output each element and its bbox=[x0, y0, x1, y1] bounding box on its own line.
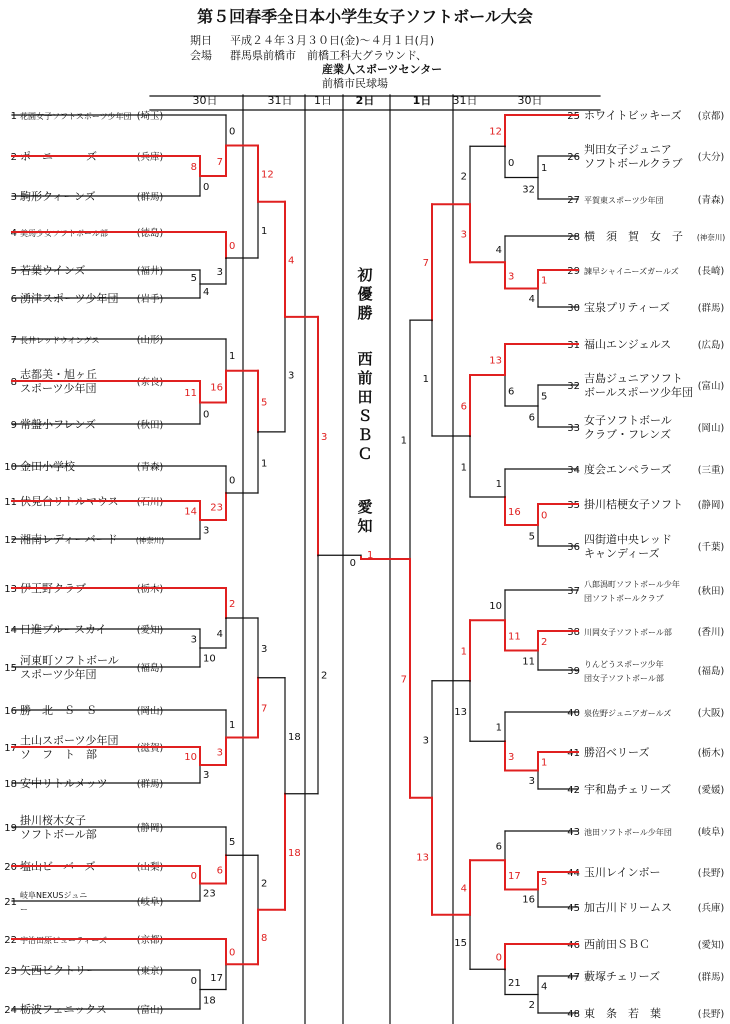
team-name: 勝沼ベリーズ bbox=[584, 746, 650, 759]
team-number: 34 bbox=[567, 465, 580, 476]
score-round1: 1 bbox=[541, 757, 548, 769]
day-label-31-right: 31日 bbox=[452, 94, 478, 107]
day-label-31-left: 31日 bbox=[267, 94, 293, 107]
team-number: 2 bbox=[10, 152, 17, 163]
score-round1: 0 bbox=[203, 182, 210, 193]
team-name: 諫早シャイニーズガールズ bbox=[584, 267, 679, 276]
champion-label: 優 bbox=[357, 285, 373, 303]
team-number: 6 bbox=[10, 294, 17, 305]
period-label: 期日 bbox=[190, 34, 212, 47]
score: 4 bbox=[288, 255, 295, 267]
team-number: 14 bbox=[4, 625, 17, 636]
team-name: 美馬少女ソフトボール部 bbox=[20, 229, 108, 238]
score-round2: 1 bbox=[495, 479, 502, 490]
team-prefecture: (徳島) bbox=[136, 228, 164, 239]
champion-team-char: Ｓ bbox=[357, 407, 373, 425]
team-prefecture: (福井) bbox=[136, 266, 164, 277]
team-number: 16 bbox=[4, 706, 17, 717]
score-round1: 5 bbox=[541, 391, 548, 403]
team-number: 32 bbox=[567, 381, 580, 392]
team-name: 金田小学校 bbox=[20, 460, 75, 473]
team-prefecture: (福島) bbox=[697, 666, 725, 677]
team-name: 湘南レディーバード bbox=[20, 533, 118, 546]
team-prefecture: (静岡) bbox=[136, 823, 164, 834]
score-round1: 0 bbox=[190, 870, 197, 882]
team-prefecture: (香川) bbox=[697, 627, 725, 638]
team-name: 安中リトルメッツ bbox=[20, 777, 108, 790]
score: 3 bbox=[422, 735, 429, 747]
team-prefecture: (奈良) bbox=[136, 377, 164, 388]
period-value: 平成２４年３月３０日(金)～４月１日(月) bbox=[230, 34, 435, 47]
team-number: 47 bbox=[567, 972, 580, 983]
team-name: 判田女子ジュニア bbox=[584, 143, 672, 156]
score-round2: 11 bbox=[508, 631, 521, 643]
team-number: 40 bbox=[567, 708, 580, 719]
score-round2: 5 bbox=[229, 837, 236, 849]
score: 3 bbox=[321, 432, 328, 444]
day-label-1-right: 1日 bbox=[412, 94, 432, 107]
team-number: 13 bbox=[4, 584, 17, 595]
team-name: 福山エンジェルス bbox=[584, 338, 672, 351]
score-round2: 3 bbox=[216, 747, 223, 759]
champion-pref-char: 知 bbox=[357, 517, 373, 535]
team-prefecture: (群馬) bbox=[136, 192, 164, 203]
team-name: 宇治田原ビューティーズ bbox=[20, 936, 107, 945]
score-round1: 32 bbox=[522, 184, 535, 196]
team-number: 18 bbox=[4, 779, 17, 790]
champion-team-char: 田 bbox=[357, 388, 373, 406]
score: 7 bbox=[261, 703, 268, 715]
team-name: ポ ニ ー ズ bbox=[20, 150, 97, 163]
team-number: 17 bbox=[4, 743, 17, 754]
score: 2 bbox=[460, 171, 467, 183]
team-name: 宝泉プリティーズ bbox=[584, 301, 670, 314]
team-number: 41 bbox=[567, 748, 580, 759]
team-prefecture: (秋田) bbox=[136, 420, 164, 431]
score-round2: 17 bbox=[508, 870, 521, 882]
team-number: 46 bbox=[567, 940, 580, 951]
team-number: 24 bbox=[4, 1005, 17, 1016]
score: 4 bbox=[460, 883, 467, 895]
team-prefecture: (栃木) bbox=[136, 584, 164, 595]
score: 2 bbox=[321, 670, 328, 682]
champion-team-char: Ｂ bbox=[357, 426, 373, 444]
team-number: 36 bbox=[567, 542, 580, 553]
score-round2: 6 bbox=[216, 865, 223, 877]
team-name: ボールスポーツ少年団 bbox=[584, 386, 694, 399]
team-name: 度会エンペラーズ bbox=[584, 463, 672, 476]
score-round1: 2 bbox=[528, 999, 535, 1011]
team-prefecture: (長崎) bbox=[697, 266, 725, 277]
score: 2 bbox=[261, 878, 268, 890]
team-prefecture: (富山) bbox=[697, 381, 725, 392]
score-round2: 10 bbox=[489, 601, 502, 613]
team-name: 日進ブルースカイ bbox=[20, 623, 107, 636]
team-prefecture: (三重) bbox=[697, 465, 725, 476]
team-name: 常盤小フレンズ bbox=[20, 418, 96, 431]
team-name: 西前田ＳＢＣ bbox=[584, 938, 650, 951]
team-prefecture: (長野) bbox=[697, 1009, 725, 1020]
score-round1: 11 bbox=[184, 387, 197, 399]
team-name: 団女子ソフトボール部 bbox=[584, 674, 664, 683]
team-prefecture: (滋賀) bbox=[136, 743, 164, 754]
team-number: 43 bbox=[567, 827, 580, 838]
score-round2: 7 bbox=[216, 156, 223, 168]
team-name: 団ソフトボールクラブ bbox=[584, 594, 664, 603]
day-label-1-left: 1日 bbox=[314, 94, 332, 107]
team-name: 東 条 若 葉 bbox=[584, 1007, 661, 1020]
team-prefecture: (群馬) bbox=[697, 303, 725, 314]
team-number: 29 bbox=[567, 266, 580, 277]
venue-label: 会場 bbox=[190, 49, 212, 62]
team-name: 川岡女子ソフトボール部 bbox=[584, 628, 672, 637]
champion-team-char: 前 bbox=[357, 369, 373, 387]
score: 1 bbox=[261, 458, 268, 470]
score-round1: 10 bbox=[184, 752, 197, 763]
team-number: 4 bbox=[10, 228, 17, 239]
score-round1: 5 bbox=[190, 273, 197, 284]
team-prefecture: (京都) bbox=[136, 935, 164, 946]
team-name: 塩山ビーバーズ bbox=[20, 860, 96, 873]
team-name: 長井レッドウイングス bbox=[20, 336, 100, 345]
team-name: ソ フ ト 部 bbox=[20, 748, 97, 761]
score-round1: 18 bbox=[203, 995, 216, 1007]
champion-label: 勝 bbox=[357, 304, 373, 322]
team-prefecture: (大分) bbox=[697, 152, 725, 163]
team-prefecture: (石川) bbox=[136, 497, 164, 508]
score-round1: 3 bbox=[203, 525, 210, 537]
team-prefecture: (静岡) bbox=[697, 500, 725, 511]
score-round1: 3 bbox=[190, 634, 197, 646]
score-round1: 0 bbox=[541, 510, 548, 522]
score-round1: 1 bbox=[541, 275, 548, 287]
score-round2: 12 bbox=[489, 126, 502, 138]
team-prefecture: (岩手) bbox=[136, 294, 164, 305]
team-number: 10 bbox=[4, 462, 17, 473]
score: 1 bbox=[460, 646, 467, 658]
team-name: 伊王野クラブ bbox=[20, 582, 86, 595]
score: 13 bbox=[454, 707, 467, 718]
team-name: 泉佐野ジュニアガールズ bbox=[584, 709, 672, 718]
team-prefecture: (岡山) bbox=[697, 423, 725, 434]
team-prefecture: (兵庫) bbox=[136, 152, 164, 163]
team-number: 7 bbox=[10, 335, 17, 346]
team-name: 宇和島チェリーズ bbox=[584, 783, 672, 796]
score-round1: 2 bbox=[541, 636, 548, 648]
score-round2: 13 bbox=[489, 355, 502, 367]
team-name: 矢西ビクトリー bbox=[20, 964, 97, 977]
team-prefecture: (岐阜) bbox=[697, 827, 725, 838]
score-round2: 0 bbox=[495, 952, 502, 964]
team-name: 志都美・旭ヶ丘 bbox=[20, 368, 97, 381]
team-prefecture: (岐阜) bbox=[136, 897, 164, 908]
score: 15 bbox=[454, 938, 467, 949]
champion-team-char: 西 bbox=[357, 350, 373, 368]
day-label-30-right: 30日 bbox=[517, 94, 543, 107]
team-prefecture: (愛知) bbox=[697, 940, 725, 951]
team-prefecture: (青森) bbox=[697, 195, 725, 206]
team-prefecture: (福島) bbox=[136, 663, 164, 674]
team-number: 26 bbox=[567, 152, 580, 163]
team-name: 花園女子ソフトスポーツ少年団 bbox=[20, 112, 132, 121]
team-name: 湧津スポーツ少年団 bbox=[20, 292, 119, 305]
team-name: 駒形クィーンズ bbox=[20, 190, 96, 203]
score-round2: 3 bbox=[508, 271, 515, 283]
team-number: 33 bbox=[567, 423, 580, 434]
score-round2: 1 bbox=[229, 350, 236, 362]
team-number: 9 bbox=[10, 420, 17, 431]
team-number: 31 bbox=[567, 340, 580, 351]
team-number: 45 bbox=[567, 903, 580, 914]
team-prefecture: (東京) bbox=[136, 966, 164, 977]
team-prefecture: (兵庫) bbox=[697, 903, 725, 914]
score-final-right: 1 bbox=[367, 550, 374, 562]
score: 8 bbox=[261, 933, 268, 944]
team-prefecture: (神奈川) bbox=[135, 536, 165, 545]
team-name: 掛川桜木女子 bbox=[20, 814, 86, 827]
score: 7 bbox=[422, 258, 429, 270]
team-name: 若葉ウインズ bbox=[20, 264, 86, 277]
score: 3 bbox=[460, 229, 467, 241]
score-round2: 6 bbox=[508, 386, 515, 398]
team-name: 玉川レインボー bbox=[584, 866, 661, 879]
score-round1: 3 bbox=[528, 775, 535, 787]
team-prefecture: (富山) bbox=[136, 1005, 164, 1016]
team-name: 岐阜NEXUSジュニ bbox=[20, 891, 88, 900]
score: 7 bbox=[400, 674, 407, 686]
venue-3: 前橋市民球場 bbox=[322, 77, 388, 90]
team-name: りんどうスポーツ少年 bbox=[584, 660, 664, 669]
team-number: 38 bbox=[567, 627, 580, 638]
score-round1: 4 bbox=[528, 293, 535, 305]
team-name: 河東町ソフトボール bbox=[20, 654, 119, 667]
team-name: 吉島ジュニアソフト bbox=[584, 372, 683, 385]
team-name: 勝 北 Ｓ Ｓ bbox=[20, 704, 97, 717]
team-name: ソフトボールクラブ bbox=[584, 157, 683, 170]
team-name: 栃波フェニックス bbox=[20, 1003, 107, 1016]
team-number: 44 bbox=[567, 868, 580, 879]
team-name: クラブ・フレンズ bbox=[584, 428, 671, 441]
score: 1 bbox=[400, 435, 407, 447]
team-number: 5 bbox=[10, 266, 17, 277]
score-round2: 16 bbox=[508, 507, 521, 518]
score: 6 bbox=[460, 401, 467, 413]
team-number: 12 bbox=[4, 535, 17, 546]
team-prefecture: (山梨) bbox=[136, 862, 164, 873]
score: 3 bbox=[288, 370, 295, 382]
team-name: ー bbox=[20, 905, 28, 914]
champion-label: 初 bbox=[357, 266, 373, 284]
day-label-30-left: 30日 bbox=[192, 94, 218, 107]
team-number: 42 bbox=[567, 785, 580, 796]
score: 18 bbox=[288, 731, 301, 743]
score-round2: 3 bbox=[508, 751, 515, 763]
score: 1 bbox=[422, 374, 429, 386]
team-prefecture: (千葉) bbox=[697, 542, 725, 553]
team-number: 27 bbox=[567, 195, 580, 206]
team-number: 11 bbox=[4, 497, 17, 508]
team-name: 横 須 賀 女 子 bbox=[584, 230, 683, 243]
score-round2: 0 bbox=[229, 241, 236, 252]
team-number: 21 bbox=[4, 897, 17, 908]
team-name: 土山スポーツ少年団 bbox=[20, 734, 119, 747]
score-round1: 8 bbox=[190, 162, 197, 173]
score-round2: 17 bbox=[210, 972, 223, 984]
team-name: 池田ソフトボール少年団 bbox=[584, 828, 672, 837]
team-name: 藪塚チェリーズ bbox=[584, 970, 661, 983]
score-round2: 16 bbox=[210, 382, 223, 394]
score: 1 bbox=[261, 225, 268, 237]
team-prefecture: (広島) bbox=[697, 340, 725, 351]
score-round1: 4 bbox=[541, 981, 548, 993]
team-name: キャンディーズ bbox=[584, 547, 660, 560]
score-round2: 6 bbox=[495, 841, 502, 853]
score-round2: 3 bbox=[216, 267, 223, 278]
team-prefecture: (神奈川) bbox=[696, 233, 726, 242]
team-number: 19 bbox=[4, 823, 17, 834]
score: 1 bbox=[460, 462, 467, 474]
team-prefecture: (群馬) bbox=[136, 779, 164, 790]
score-round1: 23 bbox=[203, 888, 216, 900]
score-round2: 0 bbox=[229, 947, 236, 959]
score-round2: 21 bbox=[508, 977, 521, 989]
score-round1: 6 bbox=[528, 412, 535, 424]
score-round1: 10 bbox=[203, 653, 216, 665]
score-round1: 1 bbox=[541, 162, 548, 174]
team-name: 女子ソフトボール bbox=[584, 414, 672, 427]
team-name: スポーツ少年団 bbox=[20, 382, 97, 395]
team-number: 1 bbox=[10, 111, 17, 122]
venue-value: 群馬県前橋市 前橋工科大グラウンド、 bbox=[230, 49, 428, 62]
team-number: 3 bbox=[10, 192, 17, 203]
score: 12 bbox=[261, 169, 274, 181]
team-prefecture: (長野) bbox=[697, 868, 725, 879]
score-round1: 3 bbox=[203, 770, 210, 781]
team-prefecture: (愛知) bbox=[136, 625, 164, 636]
team-prefecture: (群馬) bbox=[697, 972, 725, 983]
score: 18 bbox=[288, 847, 301, 859]
team-prefecture: (愛媛) bbox=[697, 785, 725, 796]
day-label-2-center: 2日 bbox=[355, 94, 375, 107]
score-round2: 23 bbox=[210, 502, 223, 514]
team-name: ソフトボール部 bbox=[20, 828, 97, 841]
champion-pref-char: 愛 bbox=[357, 498, 373, 516]
team-number: 30 bbox=[567, 303, 580, 314]
team-prefecture: (岡山) bbox=[136, 706, 164, 717]
score: 5 bbox=[261, 397, 268, 409]
team-number: 23 bbox=[4, 966, 17, 977]
score-round2: 4 bbox=[495, 245, 502, 257]
team-number: 15 bbox=[4, 663, 17, 674]
team-prefecture: (栃木) bbox=[697, 748, 725, 759]
team-prefecture: (秋田) bbox=[697, 586, 725, 597]
team-prefecture: (大阪) bbox=[697, 708, 725, 719]
team-name: 加古川ドリームス bbox=[584, 901, 672, 914]
venue-2: 産業人スポーツセンター bbox=[322, 63, 443, 76]
team-prefecture: (山形) bbox=[136, 335, 164, 346]
team-number: 37 bbox=[567, 586, 580, 597]
score-round1: 4 bbox=[203, 287, 210, 298]
score-round1: 5 bbox=[541, 876, 548, 888]
score-round1: 16 bbox=[522, 894, 535, 906]
team-name: 掛川桔梗女子ソフト bbox=[584, 498, 683, 511]
score-round1: 0 bbox=[190, 975, 197, 987]
team-prefecture: (埼玉) bbox=[136, 111, 164, 122]
score-final-left: 0 bbox=[349, 558, 356, 570]
team-number: 25 bbox=[567, 111, 580, 122]
team-prefecture: (京都) bbox=[697, 111, 725, 122]
score-round2: 1 bbox=[495, 722, 502, 734]
team-name: スポーツ少年団 bbox=[20, 668, 97, 681]
score-round2: 0 bbox=[229, 475, 236, 487]
score-round1: 11 bbox=[522, 656, 535, 668]
team-name: 八郎潟町ソフトボール少年 bbox=[584, 580, 680, 589]
team-number: 8 bbox=[10, 377, 17, 388]
score: 13 bbox=[416, 852, 429, 864]
score-round2: 2 bbox=[229, 599, 236, 610]
page-title: 第５回春季全日本小学生女子ソフトボール大会 bbox=[197, 7, 533, 26]
score-round1: 5 bbox=[528, 531, 535, 543]
team-number: 39 bbox=[567, 666, 580, 677]
team-number: 22 bbox=[4, 935, 17, 946]
champion-team-char: Ｃ bbox=[357, 445, 373, 463]
score-round2: 0 bbox=[229, 126, 236, 138]
score-round2: 0 bbox=[508, 157, 515, 169]
team-name: ホワイトビッキーズ bbox=[584, 109, 682, 122]
score-round2: 1 bbox=[229, 719, 236, 731]
score-round1: 14 bbox=[184, 506, 197, 518]
team-name: 平賀東スポーツ少年団 bbox=[584, 196, 664, 205]
score-round1: 0 bbox=[203, 409, 210, 421]
team-prefecture: (青森) bbox=[136, 462, 164, 473]
team-number: 35 bbox=[567, 500, 580, 511]
team-number: 48 bbox=[567, 1009, 580, 1020]
team-number: 20 bbox=[4, 862, 17, 873]
team-name: 四街道中央レッド bbox=[584, 533, 672, 546]
team-name: 伏見台リトルマウス bbox=[20, 495, 119, 508]
team-number: 28 bbox=[567, 232, 580, 243]
score-round2: 4 bbox=[216, 629, 223, 640]
score: 3 bbox=[261, 643, 268, 655]
